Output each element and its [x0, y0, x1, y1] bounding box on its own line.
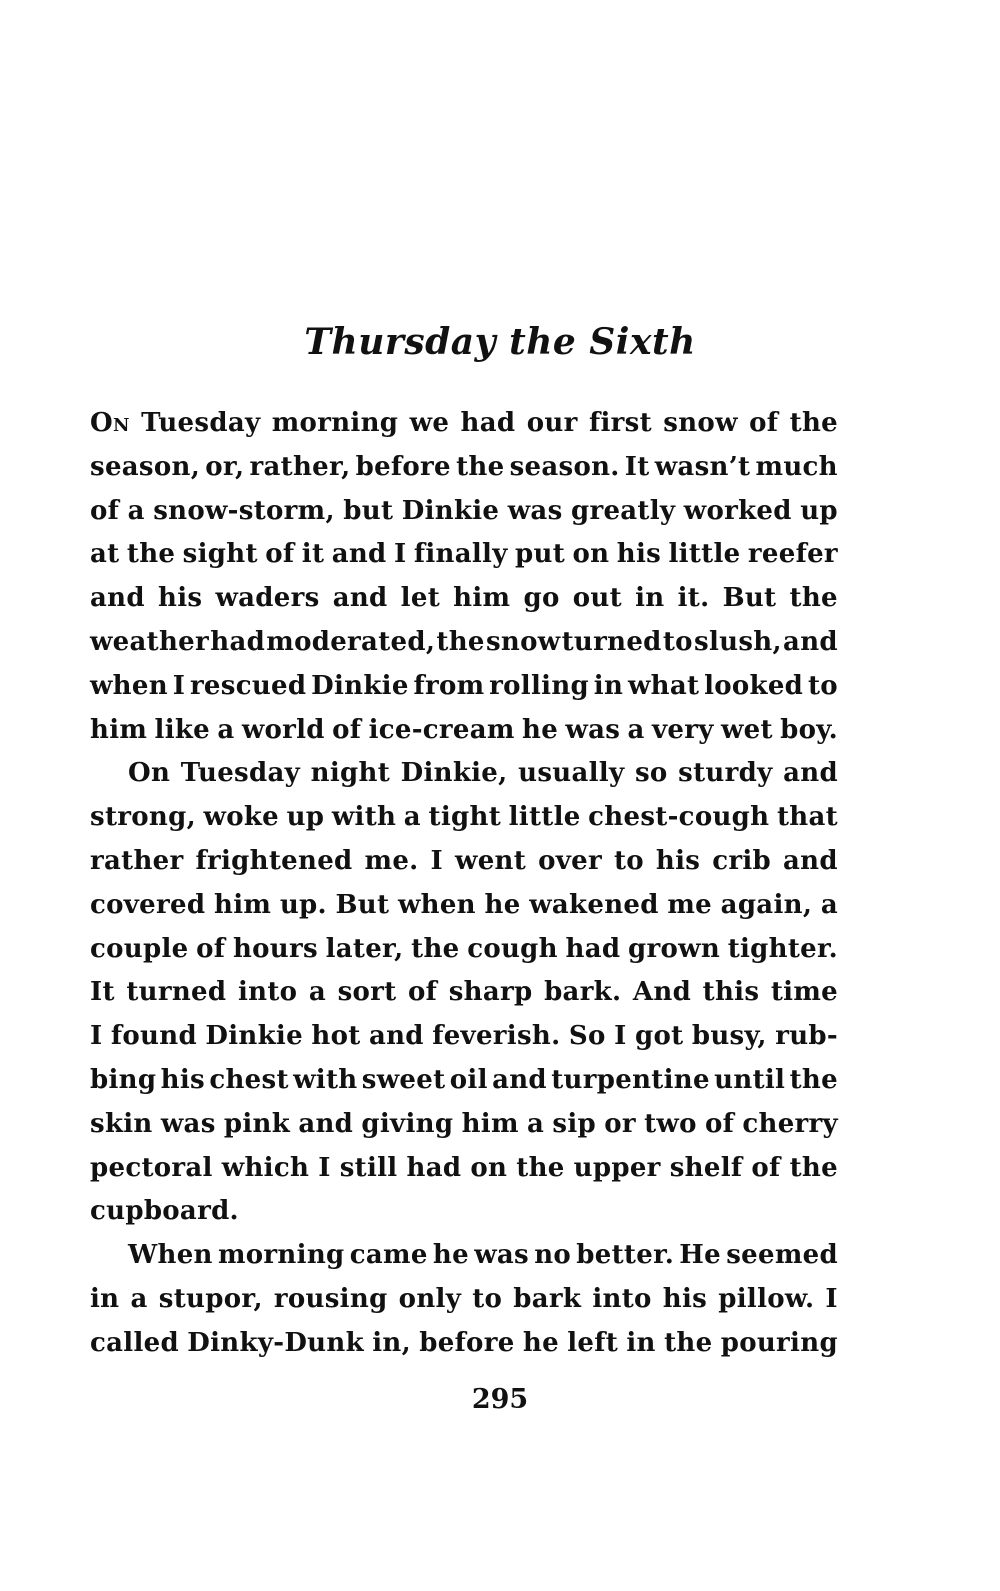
word: on	[470, 1152, 508, 1183]
word: season,	[90, 451, 201, 482]
word: again,	[720, 889, 813, 920]
word: But	[722, 583, 777, 614]
word: Dinkie	[401, 495, 500, 526]
text-line	[90, 665, 838, 709]
word: or	[604, 1108, 636, 1139]
word: into	[237, 977, 298, 1008]
word: pectoral	[90, 1152, 213, 1183]
word: left	[567, 1327, 619, 1358]
word: a	[130, 1283, 148, 1314]
word: It	[90, 977, 115, 1008]
word: and	[332, 583, 388, 614]
word: a	[820, 889, 838, 920]
word: a	[217, 714, 235, 745]
word: strong,	[90, 802, 196, 833]
word: was	[160, 1108, 216, 1139]
word: greatly	[570, 495, 676, 526]
word: I	[393, 539, 407, 570]
word: pink	[223, 1108, 291, 1139]
word: night	[310, 758, 390, 789]
word: the	[436, 626, 485, 657]
word: later,	[325, 933, 404, 964]
word: the	[664, 1327, 713, 1358]
word: over	[538, 845, 602, 876]
text-line	[90, 884, 838, 928]
word: much	[755, 451, 838, 482]
text-line	[90, 709, 838, 753]
word: usually	[518, 758, 625, 789]
word: tight	[428, 802, 502, 833]
word: got	[634, 1021, 684, 1052]
word: the	[789, 1064, 838, 1095]
word: sweet	[361, 1064, 446, 1095]
word: me	[667, 889, 713, 920]
paragraph-3	[90, 1234, 838, 1365]
chapter-heading: Thursday the Sixth	[304, 321, 696, 363]
word: rousing	[273, 1283, 388, 1314]
word: had	[406, 1152, 462, 1183]
word: feverish.	[432, 1021, 561, 1052]
word: of	[332, 714, 362, 745]
text-line	[90, 1103, 838, 1147]
word: chest-cough	[588, 802, 770, 833]
word: little	[668, 539, 741, 570]
word: in	[593, 670, 624, 701]
word: But	[335, 889, 390, 920]
word: out	[572, 583, 622, 614]
word: crib	[712, 845, 772, 876]
word: hot	[311, 1021, 361, 1052]
word: little	[508, 802, 581, 833]
word: when	[397, 889, 476, 920]
word: and	[783, 845, 838, 876]
paragraph-2	[90, 752, 838, 1234]
word: pillow.	[718, 1283, 815, 1314]
word: before	[355, 451, 451, 482]
word: to	[613, 845, 644, 876]
word: that	[776, 802, 838, 833]
word: only	[398, 1283, 462, 1314]
word: first	[588, 408, 652, 438]
word: weather	[90, 626, 210, 657]
word: tighter.	[727, 933, 838, 964]
word: rolling	[489, 670, 590, 701]
word: turned	[126, 977, 227, 1008]
word: in	[626, 1327, 656, 1358]
word: still	[339, 1152, 398, 1183]
word: to	[807, 670, 838, 701]
word: he	[522, 1327, 559, 1358]
word: I	[430, 845, 444, 876]
word: a	[127, 495, 145, 526]
word: snow	[663, 408, 738, 438]
word: season.	[509, 451, 620, 482]
word: sort	[337, 977, 397, 1008]
word: up.	[279, 889, 327, 920]
word: a	[527, 1108, 545, 1139]
word: the	[126, 539, 176, 570]
word: but	[343, 495, 394, 526]
word: On	[128, 758, 171, 789]
word: I	[90, 1021, 103, 1052]
word: Dinky-Dunk	[187, 1327, 364, 1358]
text-line	[90, 796, 838, 840]
word: giving	[361, 1108, 454, 1139]
word: in,	[372, 1327, 411, 1358]
word: of	[90, 495, 120, 526]
word: his	[157, 583, 203, 614]
word: shelf	[669, 1152, 743, 1183]
word: and	[331, 539, 387, 570]
word: so	[634, 758, 668, 789]
word: And	[632, 977, 692, 1008]
word: this	[702, 977, 760, 1008]
word: at	[90, 539, 120, 570]
paragraph-1	[90, 402, 838, 752]
word: He	[679, 1240, 721, 1271]
word: When	[128, 1240, 213, 1271]
text-line	[90, 621, 838, 665]
word: the	[789, 1152, 838, 1183]
word: him	[453, 583, 511, 614]
word: a	[308, 977, 327, 1008]
word: So	[568, 1021, 606, 1052]
word: looked	[704, 670, 804, 701]
word: his	[655, 845, 701, 876]
text-line	[90, 577, 838, 621]
text-line	[90, 1234, 838, 1278]
word: better.	[576, 1240, 675, 1271]
word: couple	[90, 933, 189, 964]
text-line	[90, 840, 838, 884]
word: bark.	[544, 977, 622, 1008]
word: of	[751, 1152, 781, 1183]
word: of	[196, 933, 226, 964]
word: on	[572, 539, 610, 570]
text-line	[90, 1147, 838, 1191]
word: him	[461, 1108, 519, 1139]
word: stupor,	[158, 1283, 263, 1314]
word: the	[411, 933, 460, 964]
word: what	[627, 670, 700, 701]
text-line	[90, 1278, 838, 1322]
word: busy,	[691, 1021, 767, 1052]
word: woke	[203, 802, 279, 833]
word: was	[565, 714, 621, 745]
word: into	[592, 1283, 652, 1314]
word: the	[516, 1152, 565, 1183]
word: of	[749, 408, 779, 438]
word: had	[460, 408, 516, 438]
word: found	[110, 1021, 197, 1052]
word: I	[825, 1283, 838, 1314]
word: of	[408, 977, 438, 1008]
word: Tuesday	[141, 408, 261, 438]
word: turned	[561, 626, 662, 657]
word: bark	[513, 1283, 582, 1314]
word: with	[293, 1064, 358, 1095]
word: cherry	[742, 1108, 838, 1139]
word: in	[635, 583, 665, 614]
word: it	[301, 539, 325, 570]
text-line	[90, 971, 838, 1015]
text-line	[90, 1059, 838, 1103]
word: cupboard.	[90, 1196, 239, 1227]
word: had	[565, 933, 621, 964]
word: me.	[364, 845, 419, 876]
word: and	[368, 1021, 424, 1052]
word: worked	[683, 495, 792, 526]
word: ice-cream	[368, 714, 515, 745]
word: boy.	[780, 714, 838, 745]
word: him	[90, 714, 148, 745]
word: chest	[209, 1064, 289, 1095]
text-line	[90, 752, 838, 796]
word: Dinkie,	[400, 758, 508, 789]
text-line	[90, 446, 838, 490]
word: let	[400, 583, 441, 614]
word: his	[616, 539, 662, 570]
word: It	[624, 451, 650, 482]
word: until	[714, 1064, 786, 1095]
word: finally	[413, 539, 508, 570]
word: when	[90, 670, 168, 701]
word: morning	[271, 408, 399, 438]
word: sight	[182, 539, 258, 570]
word: was	[507, 495, 563, 526]
word: I	[172, 670, 186, 701]
page-number: 295	[471, 1384, 529, 1415]
word: wet	[720, 714, 773, 745]
word: no	[534, 1240, 572, 1271]
word: slush,	[694, 626, 782, 657]
word: of	[265, 539, 295, 570]
word: his	[160, 1064, 205, 1095]
word: reefer	[747, 539, 838, 570]
word: to	[472, 1283, 503, 1314]
word: upper	[573, 1152, 661, 1183]
word: turpentine	[551, 1064, 710, 1095]
word: Dinkie	[205, 1021, 303, 1052]
word: pouring	[720, 1327, 838, 1358]
word: the	[456, 451, 505, 482]
word: he	[484, 889, 521, 920]
word: bing	[90, 1064, 157, 1095]
word: rather,	[249, 451, 351, 482]
word: moderated,	[266, 626, 436, 657]
word: seemed	[726, 1240, 838, 1271]
word: hours	[232, 933, 318, 964]
word: with	[331, 802, 397, 833]
word: sharp	[448, 977, 533, 1008]
word: cough	[467, 933, 558, 964]
word: snow	[485, 626, 561, 657]
word: rescued	[189, 670, 307, 701]
word: sip	[552, 1108, 596, 1139]
word: and	[492, 1064, 547, 1095]
word: On	[90, 408, 130, 438]
word: put	[515, 539, 566, 570]
word: he	[432, 1240, 469, 1271]
word: in	[90, 1283, 120, 1314]
text-line	[90, 928, 838, 972]
word: oil	[449, 1064, 488, 1095]
word: skin	[90, 1108, 153, 1139]
text-line	[90, 1190, 838, 1234]
word: sturdy	[678, 758, 773, 789]
word: to	[662, 626, 693, 657]
word: his	[662, 1283, 708, 1314]
word: up	[800, 495, 838, 526]
word: I	[614, 1021, 627, 1052]
word: I	[318, 1152, 331, 1183]
word: wakened	[529, 889, 659, 920]
word: wasn’t	[654, 451, 751, 482]
body-text	[90, 402, 838, 1366]
word: it.	[677, 583, 710, 614]
word: the	[789, 408, 838, 438]
word: and	[298, 1108, 354, 1139]
word: like	[154, 714, 211, 745]
word: go	[523, 583, 560, 614]
word: a	[403, 802, 421, 833]
word: him	[213, 889, 272, 920]
word: called	[90, 1327, 179, 1358]
word: two	[644, 1108, 697, 1139]
word: went	[455, 845, 527, 876]
word: grown	[628, 933, 721, 964]
word: or,	[205, 451, 245, 482]
text-line	[90, 1015, 838, 1059]
word: rub-	[775, 1021, 838, 1052]
word: up	[286, 802, 325, 833]
text-line	[90, 1322, 838, 1366]
word: a	[627, 714, 645, 745]
word: very	[651, 714, 714, 745]
word: we	[409, 408, 450, 438]
word: had	[210, 626, 266, 657]
word: of	[704, 1108, 735, 1139]
word: he	[522, 714, 559, 745]
word: covered	[90, 889, 206, 920]
word: from	[413, 670, 485, 701]
word: time	[770, 977, 838, 1008]
word: and	[90, 583, 145, 614]
word: world	[241, 714, 325, 745]
text-line	[90, 533, 838, 577]
word: frightened	[195, 845, 353, 876]
word: and	[783, 758, 838, 789]
word: our	[526, 408, 578, 438]
word: the	[789, 583, 838, 614]
text-line	[90, 402, 838, 446]
word: which	[221, 1152, 310, 1183]
word: before	[419, 1327, 515, 1358]
word: was	[474, 1240, 529, 1271]
word: waders	[215, 583, 320, 614]
word: and	[783, 626, 838, 657]
word: came	[349, 1240, 428, 1271]
word: morning	[217, 1240, 345, 1271]
word: Dinkie	[311, 670, 409, 701]
word: Tuesday	[180, 758, 301, 789]
word: rather	[90, 845, 184, 876]
text-line	[90, 490, 838, 534]
word: snow-storm,	[153, 495, 335, 526]
